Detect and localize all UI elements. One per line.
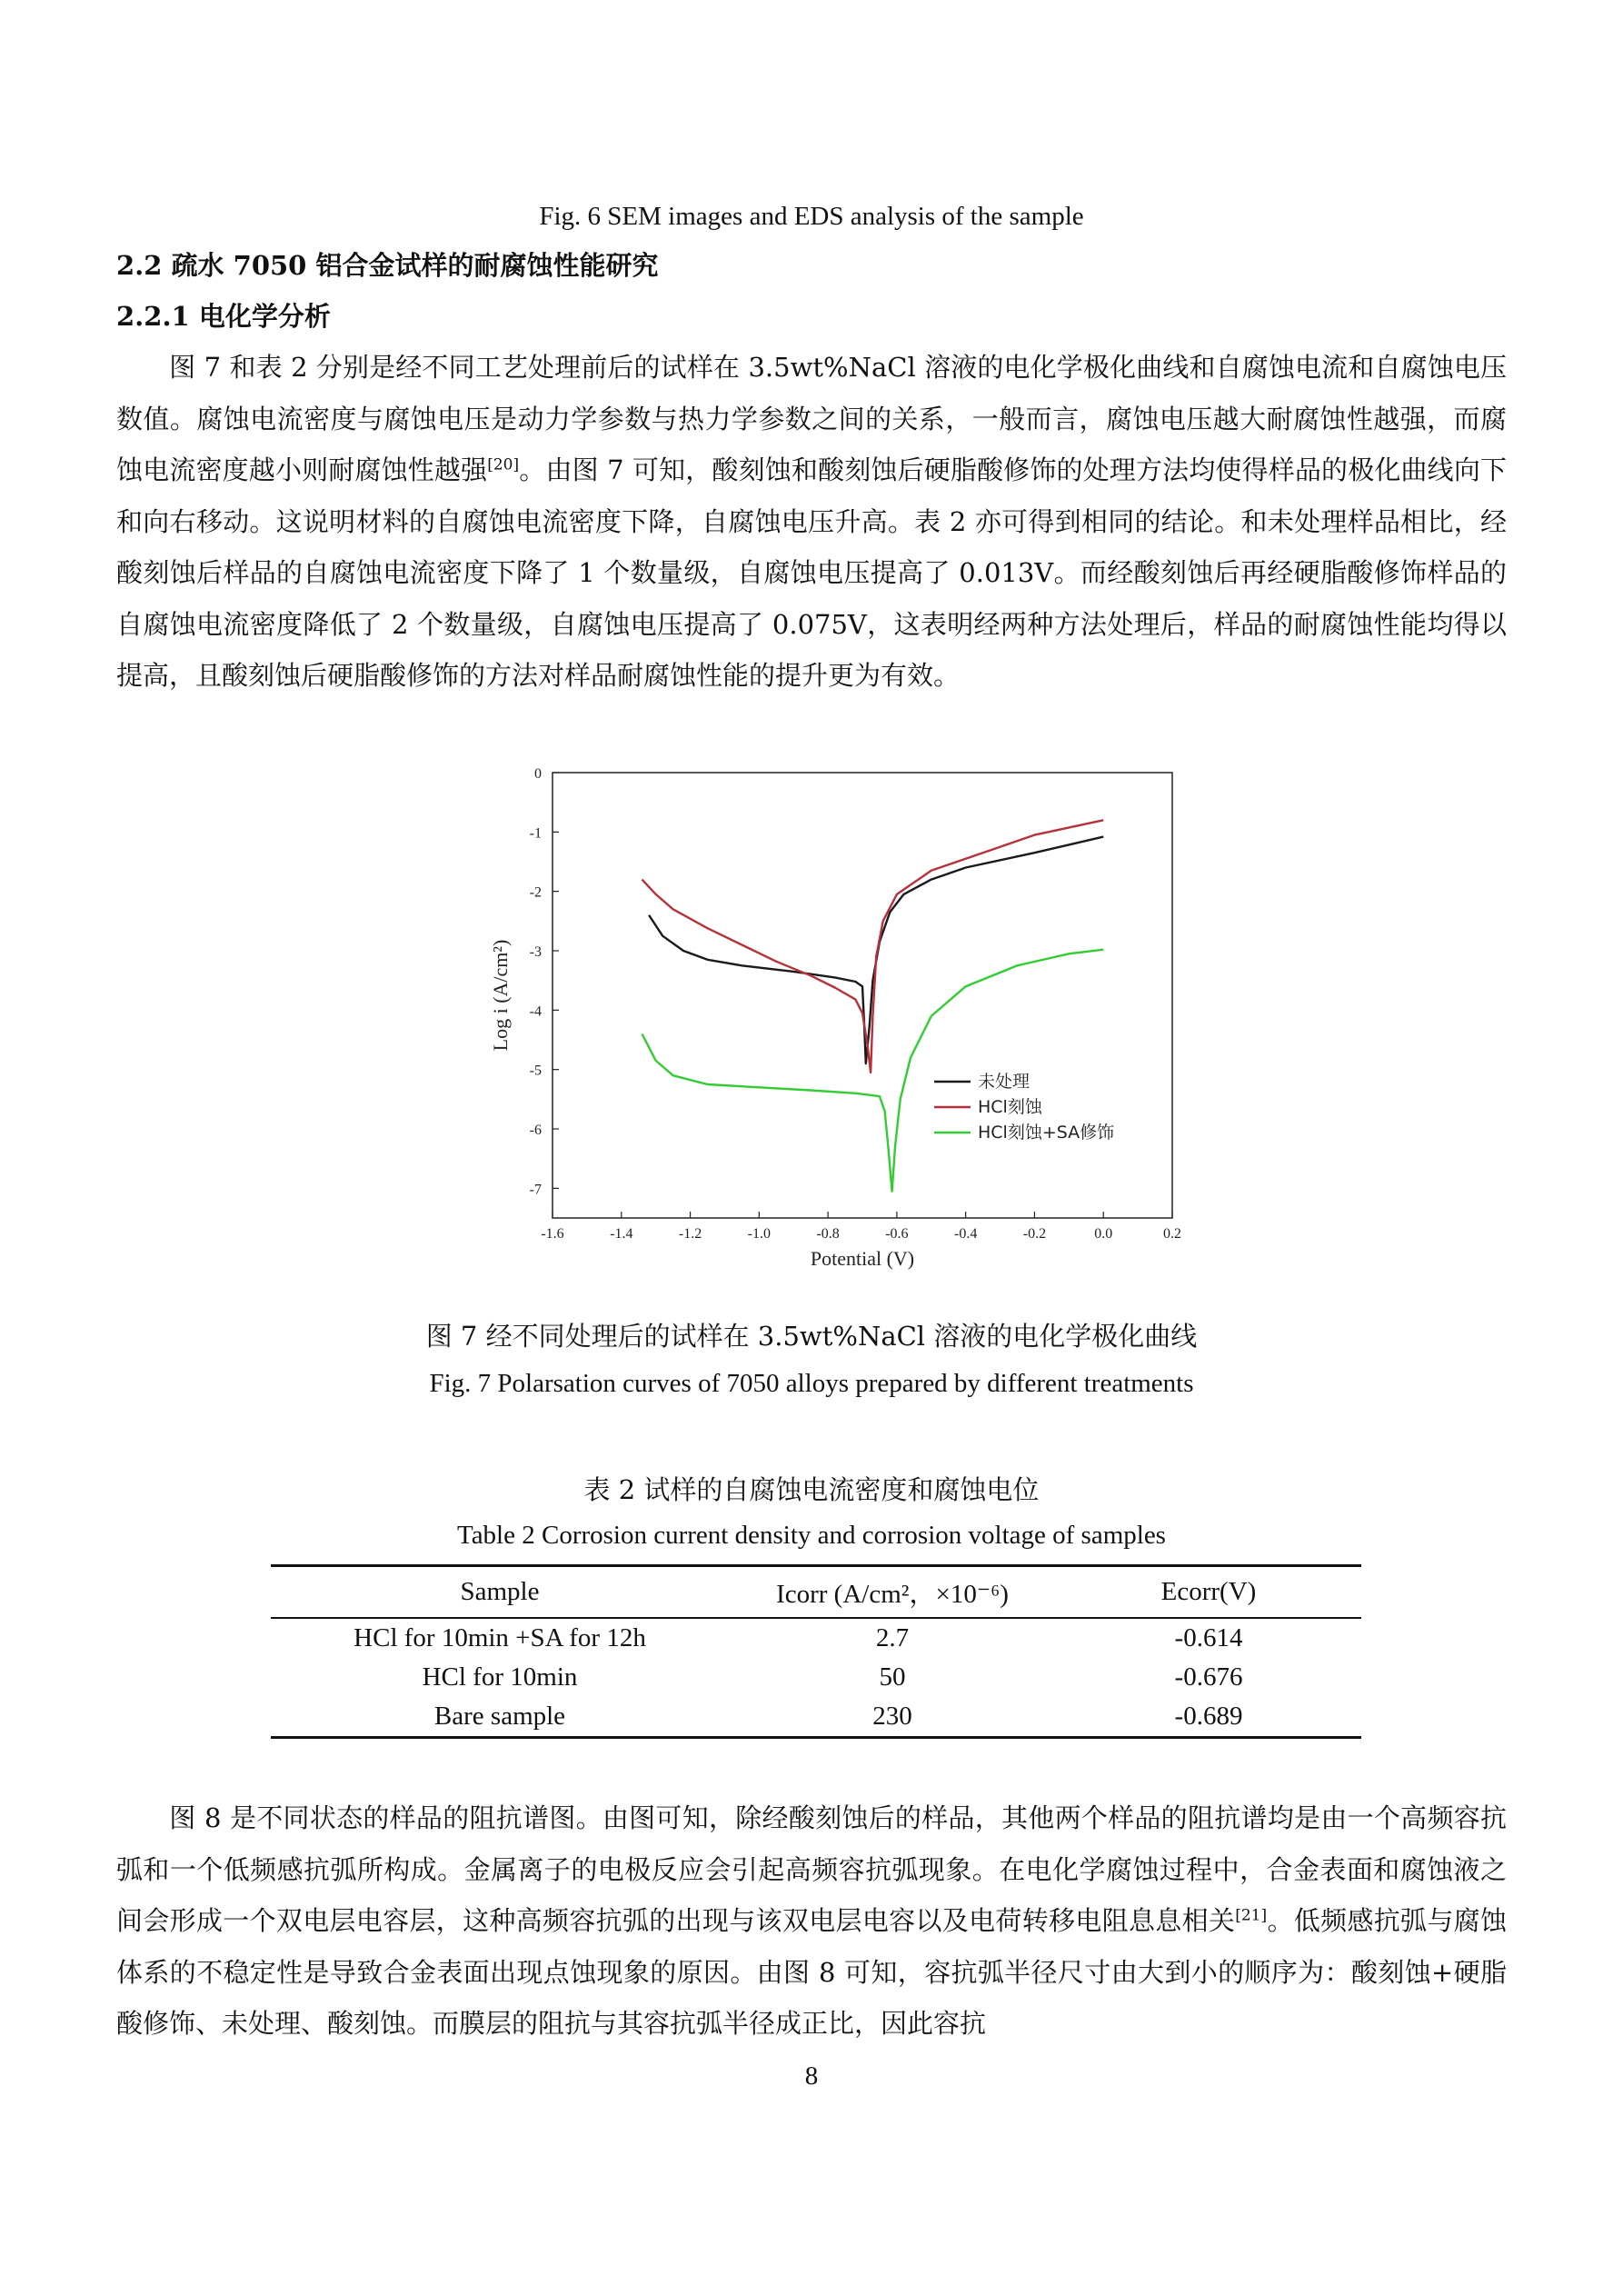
x-tick-label: -0.2 [1022,1226,1047,1242]
y-tick-label: -2 [529,884,542,901]
paragraph-text: 图 7 和表 2 分别是经不同工艺处理前后的试样在 3.5wt%NaCl 溶液的电化学极化曲线和自腐蚀电流和自腐蚀电压数值。腐蚀电流密度与腐蚀电压是动力学参数与热力学参数之间的关系，一般而言，腐蚀电压越大耐腐蚀性越强，而腐蚀电流密度越小则耐腐蚀性越强 [116,352,1507,485]
paragraph-electrochemical-analysis [116,342,1507,702]
x-tick-label: 0.0 [1094,1226,1113,1242]
x-tick-label: -0.8 [816,1226,840,1242]
x-tick-label: -0.4 [954,1226,978,1242]
table-cell: -0.676 [1174,1662,1243,1692]
table-header-row [271,1566,1361,1619]
y-tick-label: -3 [529,944,542,960]
series-line [649,837,1103,1064]
page-number: 8 [804,2061,819,2091]
table-cell: -0.689 [1174,1702,1243,1731]
paragraph-text: 。由图 7 可知，酸刻蚀和酸刻蚀后硬脂酸修饰的处理方法均使得样品的极化曲线向下和向右移动。这说明材料的自腐蚀电流密度下降，自腐蚀电压升高。表 2 亦可得到相同的结论。和未处理样品相比，经酸刻蚀后样品的自腐蚀电流密度下降了 1 个数量级，自腐蚀电压提高了 0.013V。而经酸刻蚀后再经硬脂酸修饰样品的自腐蚀电流密度降低了 2 个数量级，自腐蚀电压提高了 0.075V，这表明经两种方法处理后，样品的耐腐蚀性能均得以提高，且酸刻蚀后硬脂酸修饰的方法对样品耐腐蚀性能的提升更为有效。 [116,454,1507,691]
table-cell: -0.614 [1174,1623,1243,1652]
x-tick-label: -1.0 [747,1226,771,1242]
section-heading-2-2-1: 2.2.1 电化学分析 [116,301,331,332]
legend-label: 未处理 [978,1072,1031,1092]
y-tick-label: -7 [529,1182,542,1198]
x-tick-label: 0.2 [1163,1226,1181,1242]
legend-label: HCl刻蚀 [978,1097,1042,1117]
table-cell: HCl for 10min [422,1662,578,1692]
y-tick-label: -5 [529,1063,542,1079]
table-row [271,1697,1361,1738]
table2-caption-cn: 表 2 试样的自腐蚀电流密度和腐蚀电位 [583,1474,1040,1505]
y-axis-label: Log i (A/cm²) [489,939,512,1052]
y-tick-label: -1 [529,825,542,842]
paragraph-text: 图 8 是不同状态的样品的阻抗谱图。由图可知，除经酸刻蚀后的样品，其他两个样品的阻抗谱均是由一个高频容抗弧和一个低频感抗弧所构成。金属离子的电极反应会引起高频容抗弧现象。在电化学腐蚀过程中，合金表面和腐蚀液之间会形成一个双电层电容层，这种高频容抗弧的出现与该双电层电容以及电荷转移电阻息息相关 [116,1802,1507,1936]
table-row [271,1658,1361,1697]
x-tick-label: -1.4 [610,1226,633,1242]
x-axis-label: Potential (V) [810,1247,915,1270]
paragraph-impedance [116,1792,1507,2050]
paragraph-text: 。低频感抗弧与腐蚀体系的不稳定性是导致合金表面出现点蚀现象的原因。由图 8 可知，容抗弧半径尺寸由大到小的顺序为：酸刻蚀+硬脂酸修饰、未处理、酸刻蚀。而膜层的阻抗与其容抗弧半径成正比，因此容抗 [116,1905,1507,2039]
fig7-caption-cn: 图 7 经不同处理后的试样在 3.5wt%NaCl 溶液的电化学极化曲线 [425,1321,1198,1352]
y-tick-label: -6 [529,1123,542,1138]
x-tick-label: -1.6 [541,1226,564,1242]
legend-label: HCl刻蚀+SA修饰 [978,1123,1115,1143]
table-cell: 50 [879,1662,906,1692]
table-header: Ecorr(V) [1160,1577,1257,1606]
fig6-caption: Fig. 6 SEM images and EDS analysis of the sample [539,202,1084,231]
corrosion-table [271,1564,1361,1739]
table-cell: 2.7 [875,1623,910,1652]
table-row [271,1618,1361,1658]
table-cell: Bare sample [433,1702,566,1731]
x-tick-label: -0.6 [885,1226,909,1242]
citation-ref: [21] [1235,1906,1268,1925]
table-cell: 230 [872,1702,912,1731]
y-tick-label: 0 [534,766,542,782]
y-tick-label: -4 [529,1003,542,1020]
citation-ref: [20] [487,455,520,474]
table-header: Icorr (A/cm²，×10⁻⁶) [776,1580,1009,1609]
polarization-chart [473,745,1200,1291]
fig7-caption-en: Fig. 7 Polarsation curves of 7050 alloys prepared by different treatments [429,1369,1194,1398]
table-cell: HCl for 10min +SA for 12h [353,1623,646,1652]
series-line [642,820,1104,1073]
table-header: Sample [460,1577,540,1606]
section-heading-2-2: 2.2 疏水 7050 铝合金试样的耐腐蚀性能研究 [116,250,659,281]
table2-caption-en: Table 2 Corrosion current density and corrosion voltage of samples [457,1521,1166,1550]
x-tick-label: -1.2 [678,1226,702,1242]
